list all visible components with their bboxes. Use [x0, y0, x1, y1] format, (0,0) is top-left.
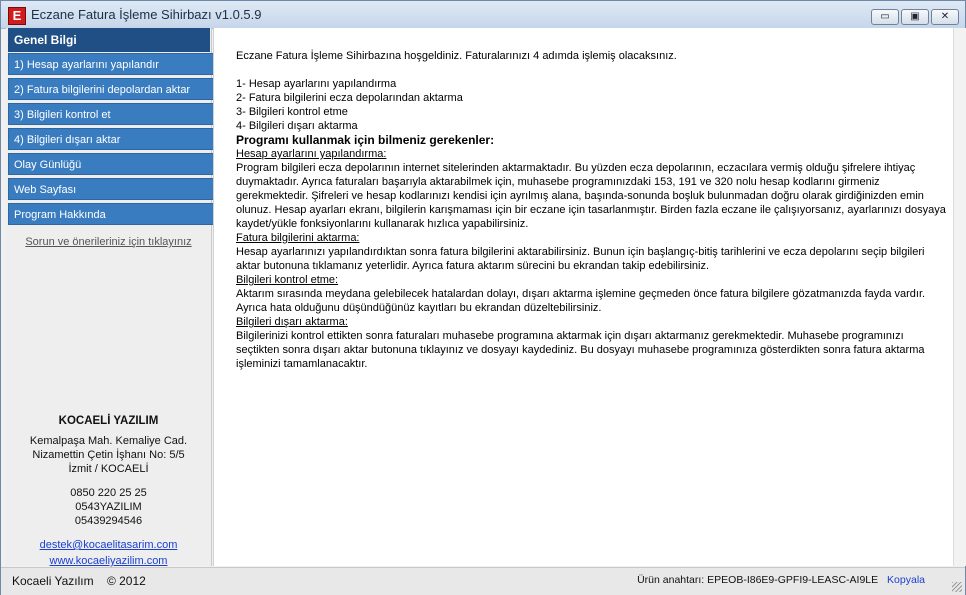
sidebar-item-olay-gunlugu[interactable]: Olay Günlüğü [8, 153, 215, 175]
sidebar-item-fatura-aktar[interactable]: 2) Fatura bilgilerini depolardan aktar [8, 78, 215, 100]
sidebar-item-disari-aktar[interactable]: 4) Bilgileri dışarı aktar [8, 128, 215, 150]
company-address-line: Nizamettin Çetin İşhanı No: 5/5 [32, 449, 185, 461]
section-body: Aktarım sırasında meydana gelebilecek hatalardan dolayı, dışarı aktarma işlemine geçmeden önce fatura bilgilere gözatmanızda fayda vardır. Ayrıca hata olduğunu düşündüğünüz kayıtları bu ekrandan düzeltebilirsiniz. [236, 288, 926, 314]
sidebar-item-program-hakkinda[interactable]: Program Hakkında [8, 203, 215, 225]
status-bar [1, 567, 965, 595]
status-company [12, 574, 146, 588]
product-key-label: Ürün anahtarı: [637, 574, 705, 586]
main-content [213, 28, 954, 566]
sidebar-header: Genel Bilgi [8, 28, 210, 52]
company-info [6, 414, 211, 568]
sidebar-item-hesap-ayarlari[interactable]: 1) Hesap ayarlarını yapılandır [8, 53, 215, 75]
app-logo-icon: E [8, 7, 26, 25]
resize-grip-icon[interactable] [952, 582, 962, 592]
section-body: Bilgilerinizi kontrol ettikten sonra faturaları muhasebe programına aktarmak için dışarı aktarmanız gerekmektedir. Muhasebe programınızı seçtikten sonra dışarı aktar butonuna tıklayınız ve dosyayı kaydediniz. Bu dosyayı muhasebe programınıza gösterdikten sonra fatura aktarma işleminizi tamamlanacaktır. [236, 330, 925, 370]
company-address-line: İzmit / KOCAELİ [68, 463, 149, 475]
step-item: 3- Bilgileri kontrol etme [236, 106, 348, 118]
title-bar [1, 1, 965, 29]
window-title: Eczane Fatura İşleme Sihirbazı v1.0.5.9 [31, 7, 262, 22]
section-heading: Bilgileri kontrol etme: [236, 274, 339, 286]
minimize-button[interactable]: ▭ [871, 9, 899, 25]
product-key-value: EPEOB-I86E9-GPFI9-LEASC-AI9LE [707, 574, 879, 586]
step-item: 2- Fatura bilgilerini ecza depolarından aktarma [236, 92, 463, 104]
company-phone: 05439294546 [74, 515, 143, 527]
company-name: KOCAELİ YAZILIM [58, 415, 159, 427]
feedback-link[interactable]: Sorun ve önerileriniz için tıklayınız [25, 236, 192, 248]
section-body: Hesap ayarlarınızı yapılandırdıktan sonra fatura bilgilerini aktarabilirsiniz. Bunun için başlangıç-bitiş tarihlerini ve ecza depolarını seçip bilgileri aktar butonuna tıklamanız yeterlidir. Ayrıca fatura aktarım sürecini bu ekrandan takip edebilirsiniz. [236, 246, 925, 272]
close-button[interactable]: ✕ [931, 9, 959, 25]
section-body: Program bilgileri ecza depolarının internet sitelerinden aktarmaktadır. Bu yüzden ecza depolarının, eczacılara vermiş olduğu şifrelere ihtiyaç duymaktadır. Ayrıca faturaları başarıyla aktarabilmek için, muhasebe programınızdaki 153, 191 ve 320 nolu hesap kodlarını girmeniz gerekmektedir. Şifreleri ve hesap kodlarınızı kendisi için ayrılmış alana, başında-sonunda boşluk bulunmadan doğru olarak girdiğinizden emin olunuz. Hesap ayarları ekranı, bilgilerin karışmaması için bir eczane için tasarlanmıştır. Birden fazla eczane ile çalışıyorsanız, ayarlarınızı dosyaya kaydet/yükle fonksiyonlarını kullanarak hızlıca yapabilirsiniz. [236, 162, 946, 230]
vertical-scrollbar[interactable] [953, 28, 966, 566]
maximize-button[interactable]: ▣ [901, 9, 929, 25]
section-title: Programı kullanmak için bilmeniz gerekenler: [236, 133, 495, 147]
website-link[interactable]: www.kocaeliyazilim.com [49, 555, 168, 567]
support-email-link[interactable]: destek@kocaelitasarim.com [39, 539, 178, 551]
status-company-name: Kocaeli Yazılım [12, 574, 94, 588]
sidebar [6, 28, 212, 566]
company-address-line: Kemalpaşa Mah. Kemaliye Cad. [29, 435, 188, 447]
section-heading: Hesap ayarlarını yapılandırma: [236, 148, 387, 160]
status-copyright: © 2012 [106, 574, 146, 588]
section-heading: Fatura bilgilerini aktarma: [236, 232, 360, 244]
company-phone: 0850 220 25 25 [70, 487, 147, 499]
step-item: 1- Hesap ayarlarını yapılandırma [236, 78, 397, 90]
company-phone: 0543YAZILIM [75, 501, 142, 513]
product-key [637, 574, 925, 586]
sidebar-item-kontrol-et[interactable]: 3) Bilgileri kontrol et [8, 103, 215, 125]
intro-text: Eczane Fatura İşleme Sihirbazına hoşgeldiniz. Faturalarınızı 4 adımda işlemiş olacaksınız. [236, 50, 677, 62]
sidebar-item-web-sayfasi[interactable]: Web Sayfası [8, 178, 215, 200]
welcome-text [236, 49, 948, 371]
copy-key-link[interactable]: Kopyala [887, 574, 925, 586]
step-item: 4- Bilgileri dışarı aktarma [236, 120, 358, 132]
section-heading: Bilgileri dışarı aktarma: [236, 316, 348, 328]
